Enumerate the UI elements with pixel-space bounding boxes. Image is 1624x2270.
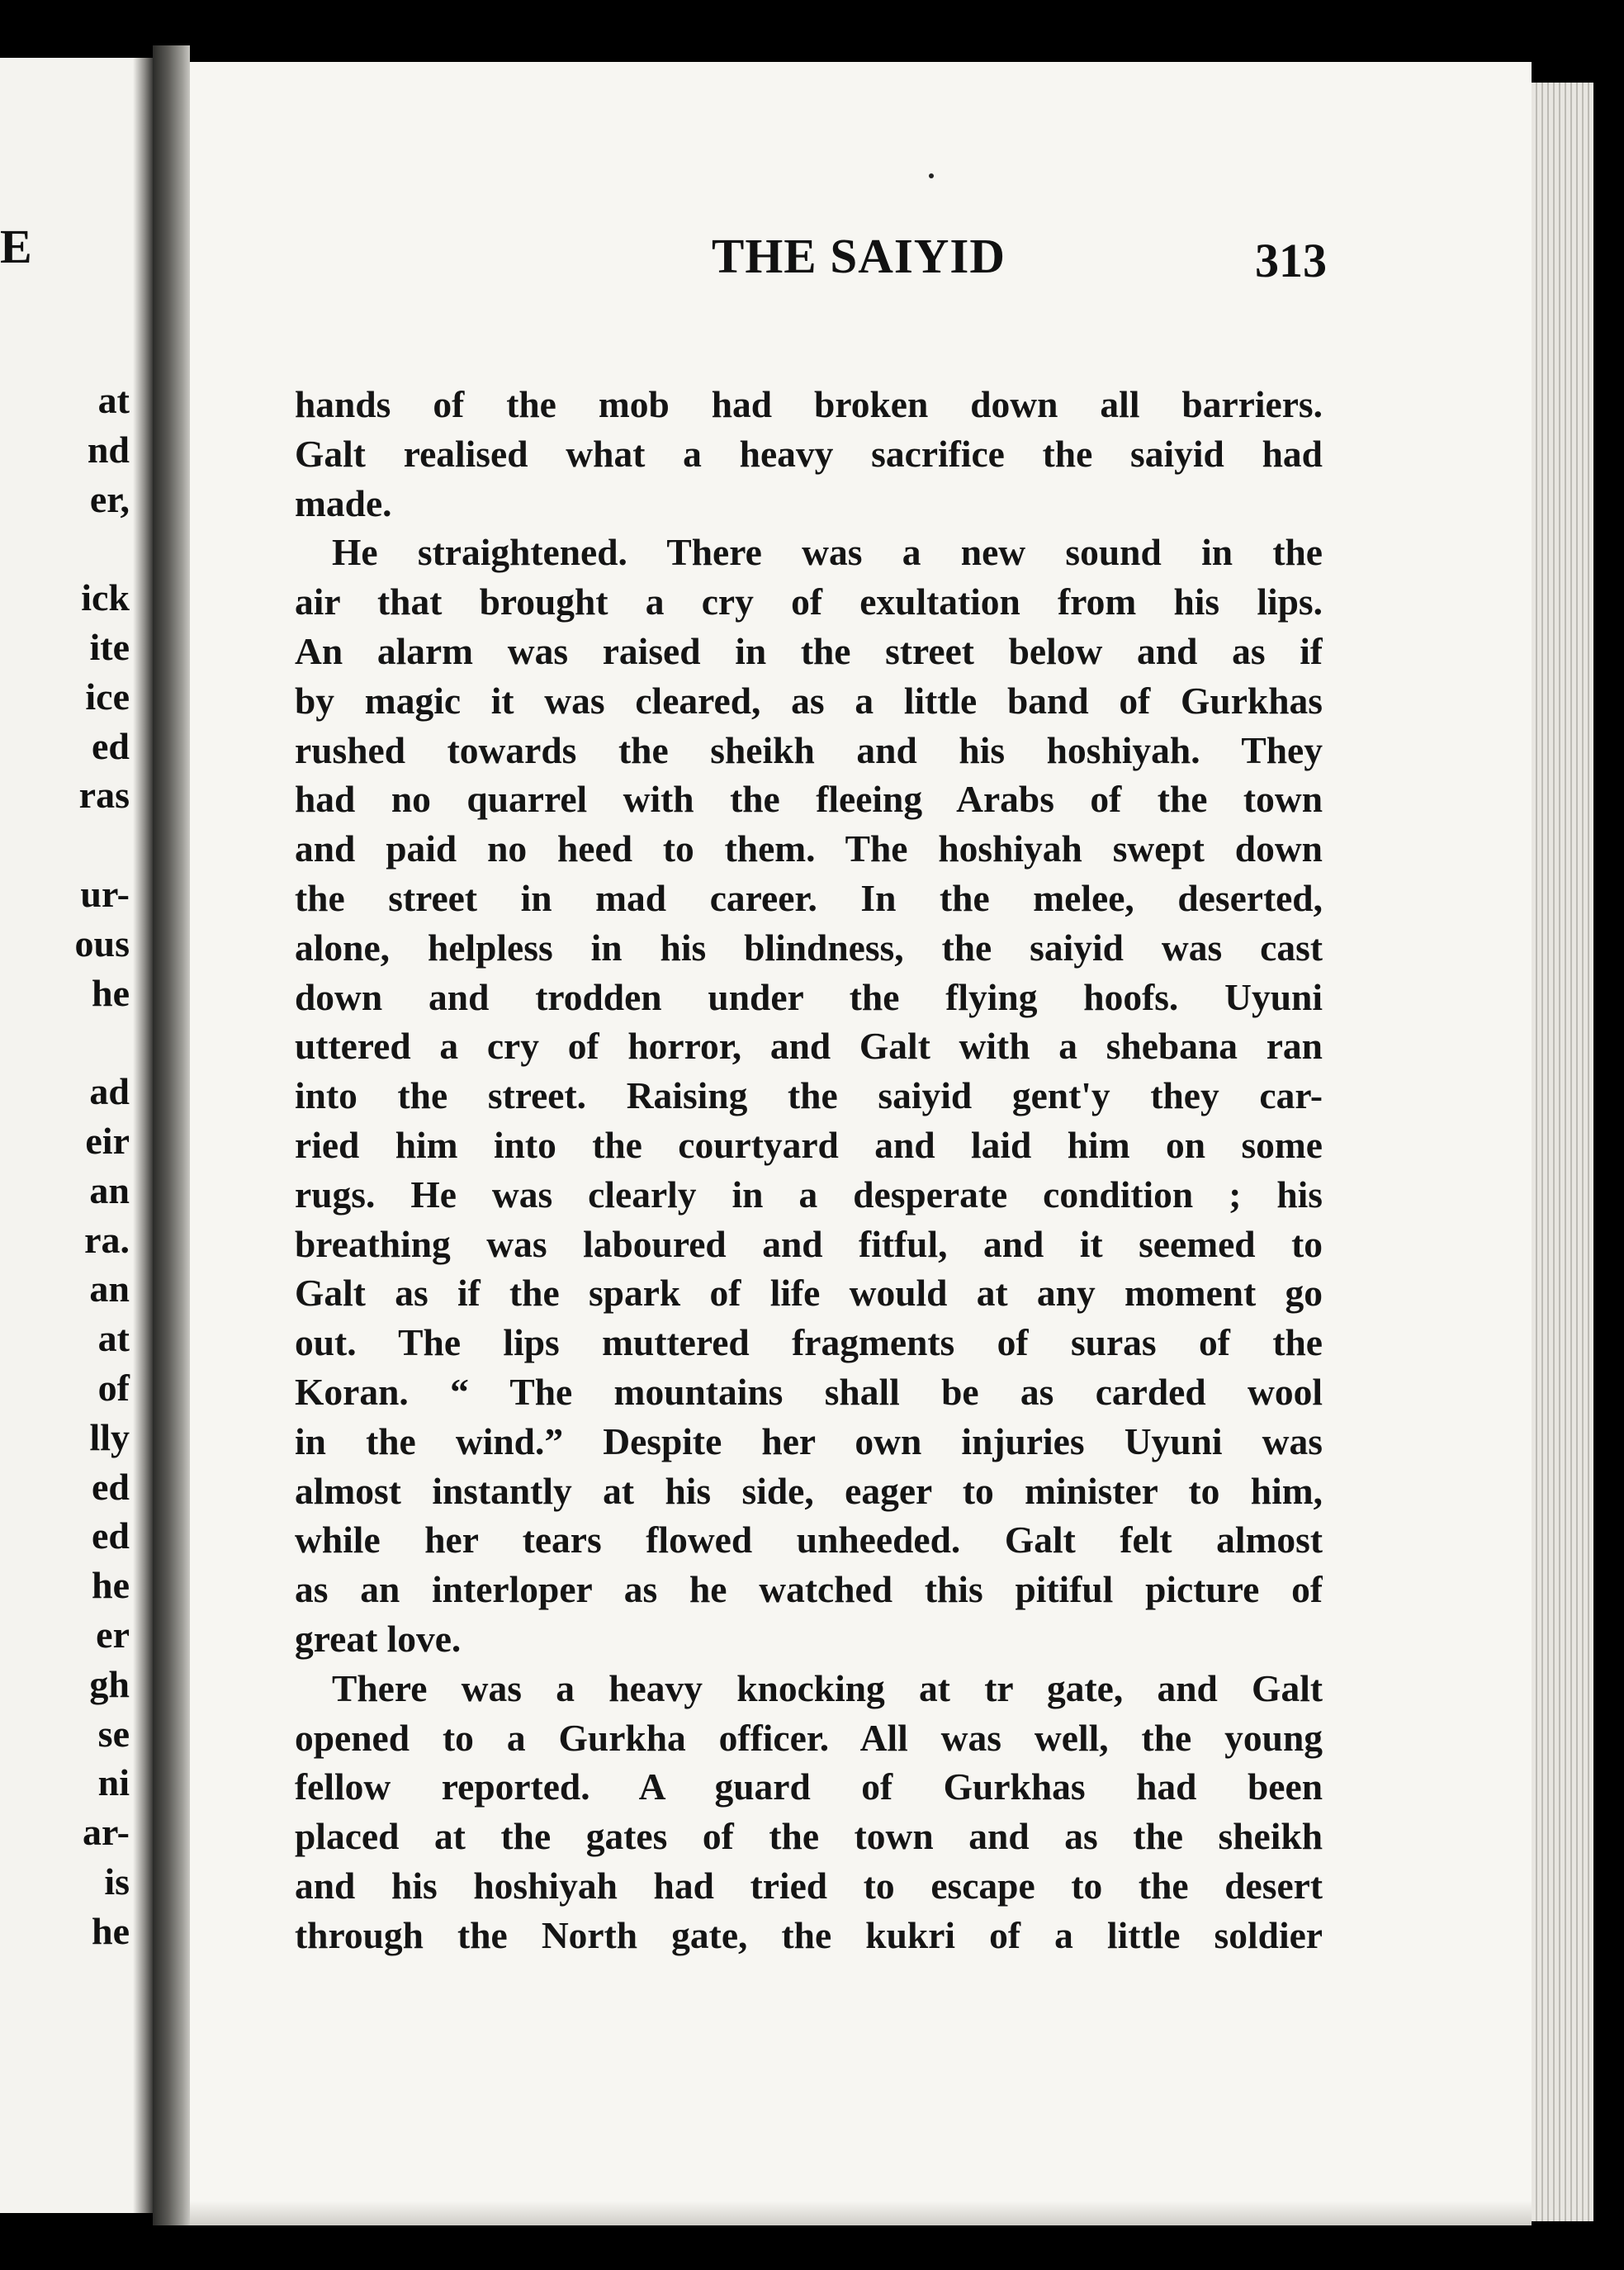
- left-page-line-fragment: ite: [89, 625, 130, 668]
- text-line: through the North gate, the kukri of a little soldier: [295, 1913, 1323, 1956]
- text-line: Galt as if the spark of life would at any moment go: [295, 1272, 1323, 1315]
- text-line: Koran. “ The mountains shall be as carded wool: [295, 1370, 1323, 1413]
- text-line: into the street. Raising the saiyid gent'y they car-: [295, 1074, 1323, 1117]
- right-page: [190, 62, 1532, 2225]
- left-page-line-fragment: eir: [85, 1119, 130, 1162]
- left-page-line-fragment: an: [89, 1268, 130, 1310]
- left-page-line-fragment: ick: [81, 576, 130, 619]
- text-line: great love.: [295, 1617, 462, 1660]
- text-line: opened to a Gurkha officer. All was well, the young: [295, 1716, 1323, 1759]
- body-text: [295, 380, 1323, 1960]
- left-page-line-fragment: er: [96, 1613, 130, 1656]
- left-page-line-fragment: [75, 820, 130, 870]
- text-line: There was a heavy knocking at tr gate, and Galt: [332, 1666, 1323, 1709]
- running-head: [190, 223, 1532, 289]
- left-page-line-fragment: [75, 1017, 130, 1067]
- text-line: alone, helpless in his blindness, the saiyid was cast: [295, 926, 1323, 969]
- text-line: hands of the mob had broken down all barriers.: [295, 383, 1323, 425]
- left-page-line-fragment: he: [92, 971, 130, 1014]
- left-page-line-fragment: he: [92, 1909, 130, 1952]
- left-page-line-fragment: [75, 524, 130, 573]
- text-line: placed at the gates of the town and as the sheikh: [295, 1815, 1323, 1858]
- left-page-line-fragment: ed: [92, 724, 130, 767]
- text-line: and paid no heed to them. The hoshiyah swept down: [295, 827, 1323, 870]
- left-page-line-fragment: at: [97, 379, 130, 421]
- left-page-line-fragment: se: [97, 1712, 130, 1755]
- left-page-line-fragment: ra.: [84, 1218, 130, 1261]
- text-line: in the wind.” Despite her own injuries Uyuni was: [295, 1419, 1323, 1462]
- left-facing-page: [0, 58, 153, 2213]
- left-page-line-fragment: ed: [92, 1465, 130, 1508]
- text-line: while her tears flowed unheeded. Galt felt almost: [295, 1519, 1323, 1562]
- text-line: down and trodden under the flying hoofs. Uyuni: [295, 975, 1323, 1018]
- text-line: breathing was laboured and fitful, and it seemed to: [295, 1222, 1323, 1265]
- text-line: almost instantly at his side, eager to minister to him,: [295, 1469, 1323, 1512]
- left-page-gutter-shadow: [133, 58, 153, 2213]
- left-page-text-fragments: [75, 376, 130, 1956]
- left-page-line-fragment: ur-: [80, 872, 130, 915]
- text-line: ried him into the courtyard and laid him on some: [295, 1123, 1323, 1166]
- text-line: Galt realised what a heavy sacrifice the saiyid had: [295, 432, 1323, 475]
- left-page-line-fragment: gh: [89, 1662, 130, 1705]
- left-page-header-fragment: E: [0, 220, 32, 273]
- left-page-line-fragment: nd: [87, 428, 130, 471]
- left-page-line-fragment: ice: [85, 675, 130, 718]
- left-page-line-fragment: ous: [74, 922, 130, 964]
- text-line: rushed towards the sheikh and his hoshiyah. They: [295, 728, 1323, 771]
- text-line: uttered a cry of horror, and Galt with a shebana ran: [295, 1025, 1323, 1068]
- text-line: He straightened. There was a new sound in the: [332, 531, 1323, 574]
- left-page-line-fragment: ni: [97, 1761, 130, 1804]
- text-line: as an interloper as he watched this pitiful picture of: [295, 1568, 1323, 1611]
- left-page-line-fragment: of: [97, 1366, 130, 1409]
- left-page-line-fragment: he: [92, 1564, 130, 1607]
- ink-speck: [929, 173, 934, 178]
- page-edges-stack: [1532, 83, 1593, 2221]
- left-page-line-fragment: is: [104, 1860, 130, 1903]
- text-line: had no quarrel with the fleeing Arabs of the town: [295, 778, 1323, 821]
- running-head-title: THE SAIYID: [712, 229, 1006, 283]
- text-line: and his hoshiyah had tried to escape to the desert: [295, 1864, 1323, 1907]
- text-line: rugs. He was clearly in a desperate condition ; his: [295, 1173, 1323, 1216]
- left-page-line-fragment: ed: [92, 1514, 130, 1557]
- text-line: out. The lips muttered fragments of suras of the: [295, 1321, 1323, 1364]
- text-line: the street in mad career. In the melee, deserted,: [295, 876, 1323, 919]
- text-line: An alarm was raised in the street below and as if: [295, 629, 1323, 672]
- left-page-line-fragment: er,: [89, 477, 130, 520]
- text-line: by magic it was cleared, as a little band of Gurkhas: [295, 679, 1323, 722]
- left-page-line-fragment: an: [89, 1168, 130, 1211]
- left-page-line-fragment: at: [97, 1317, 130, 1360]
- text-line: air that brought a cry of exultation from his lips.: [295, 581, 1323, 623]
- left-page-line-fragment: ar-: [82, 1811, 130, 1854]
- left-page-line-fragment: lly: [89, 1415, 130, 1458]
- book-gutter: [153, 45, 190, 2225]
- left-page-line-fragment: ras: [78, 774, 130, 817]
- left-page-line-fragment: ad: [89, 1070, 130, 1113]
- page-bottom-edge: [190, 2201, 1532, 2225]
- page-number: 313: [1255, 234, 1327, 287]
- text-line: made.: [295, 481, 392, 524]
- text-line: fellow reported. A guard of Gurkhas had been: [295, 1765, 1323, 1808]
